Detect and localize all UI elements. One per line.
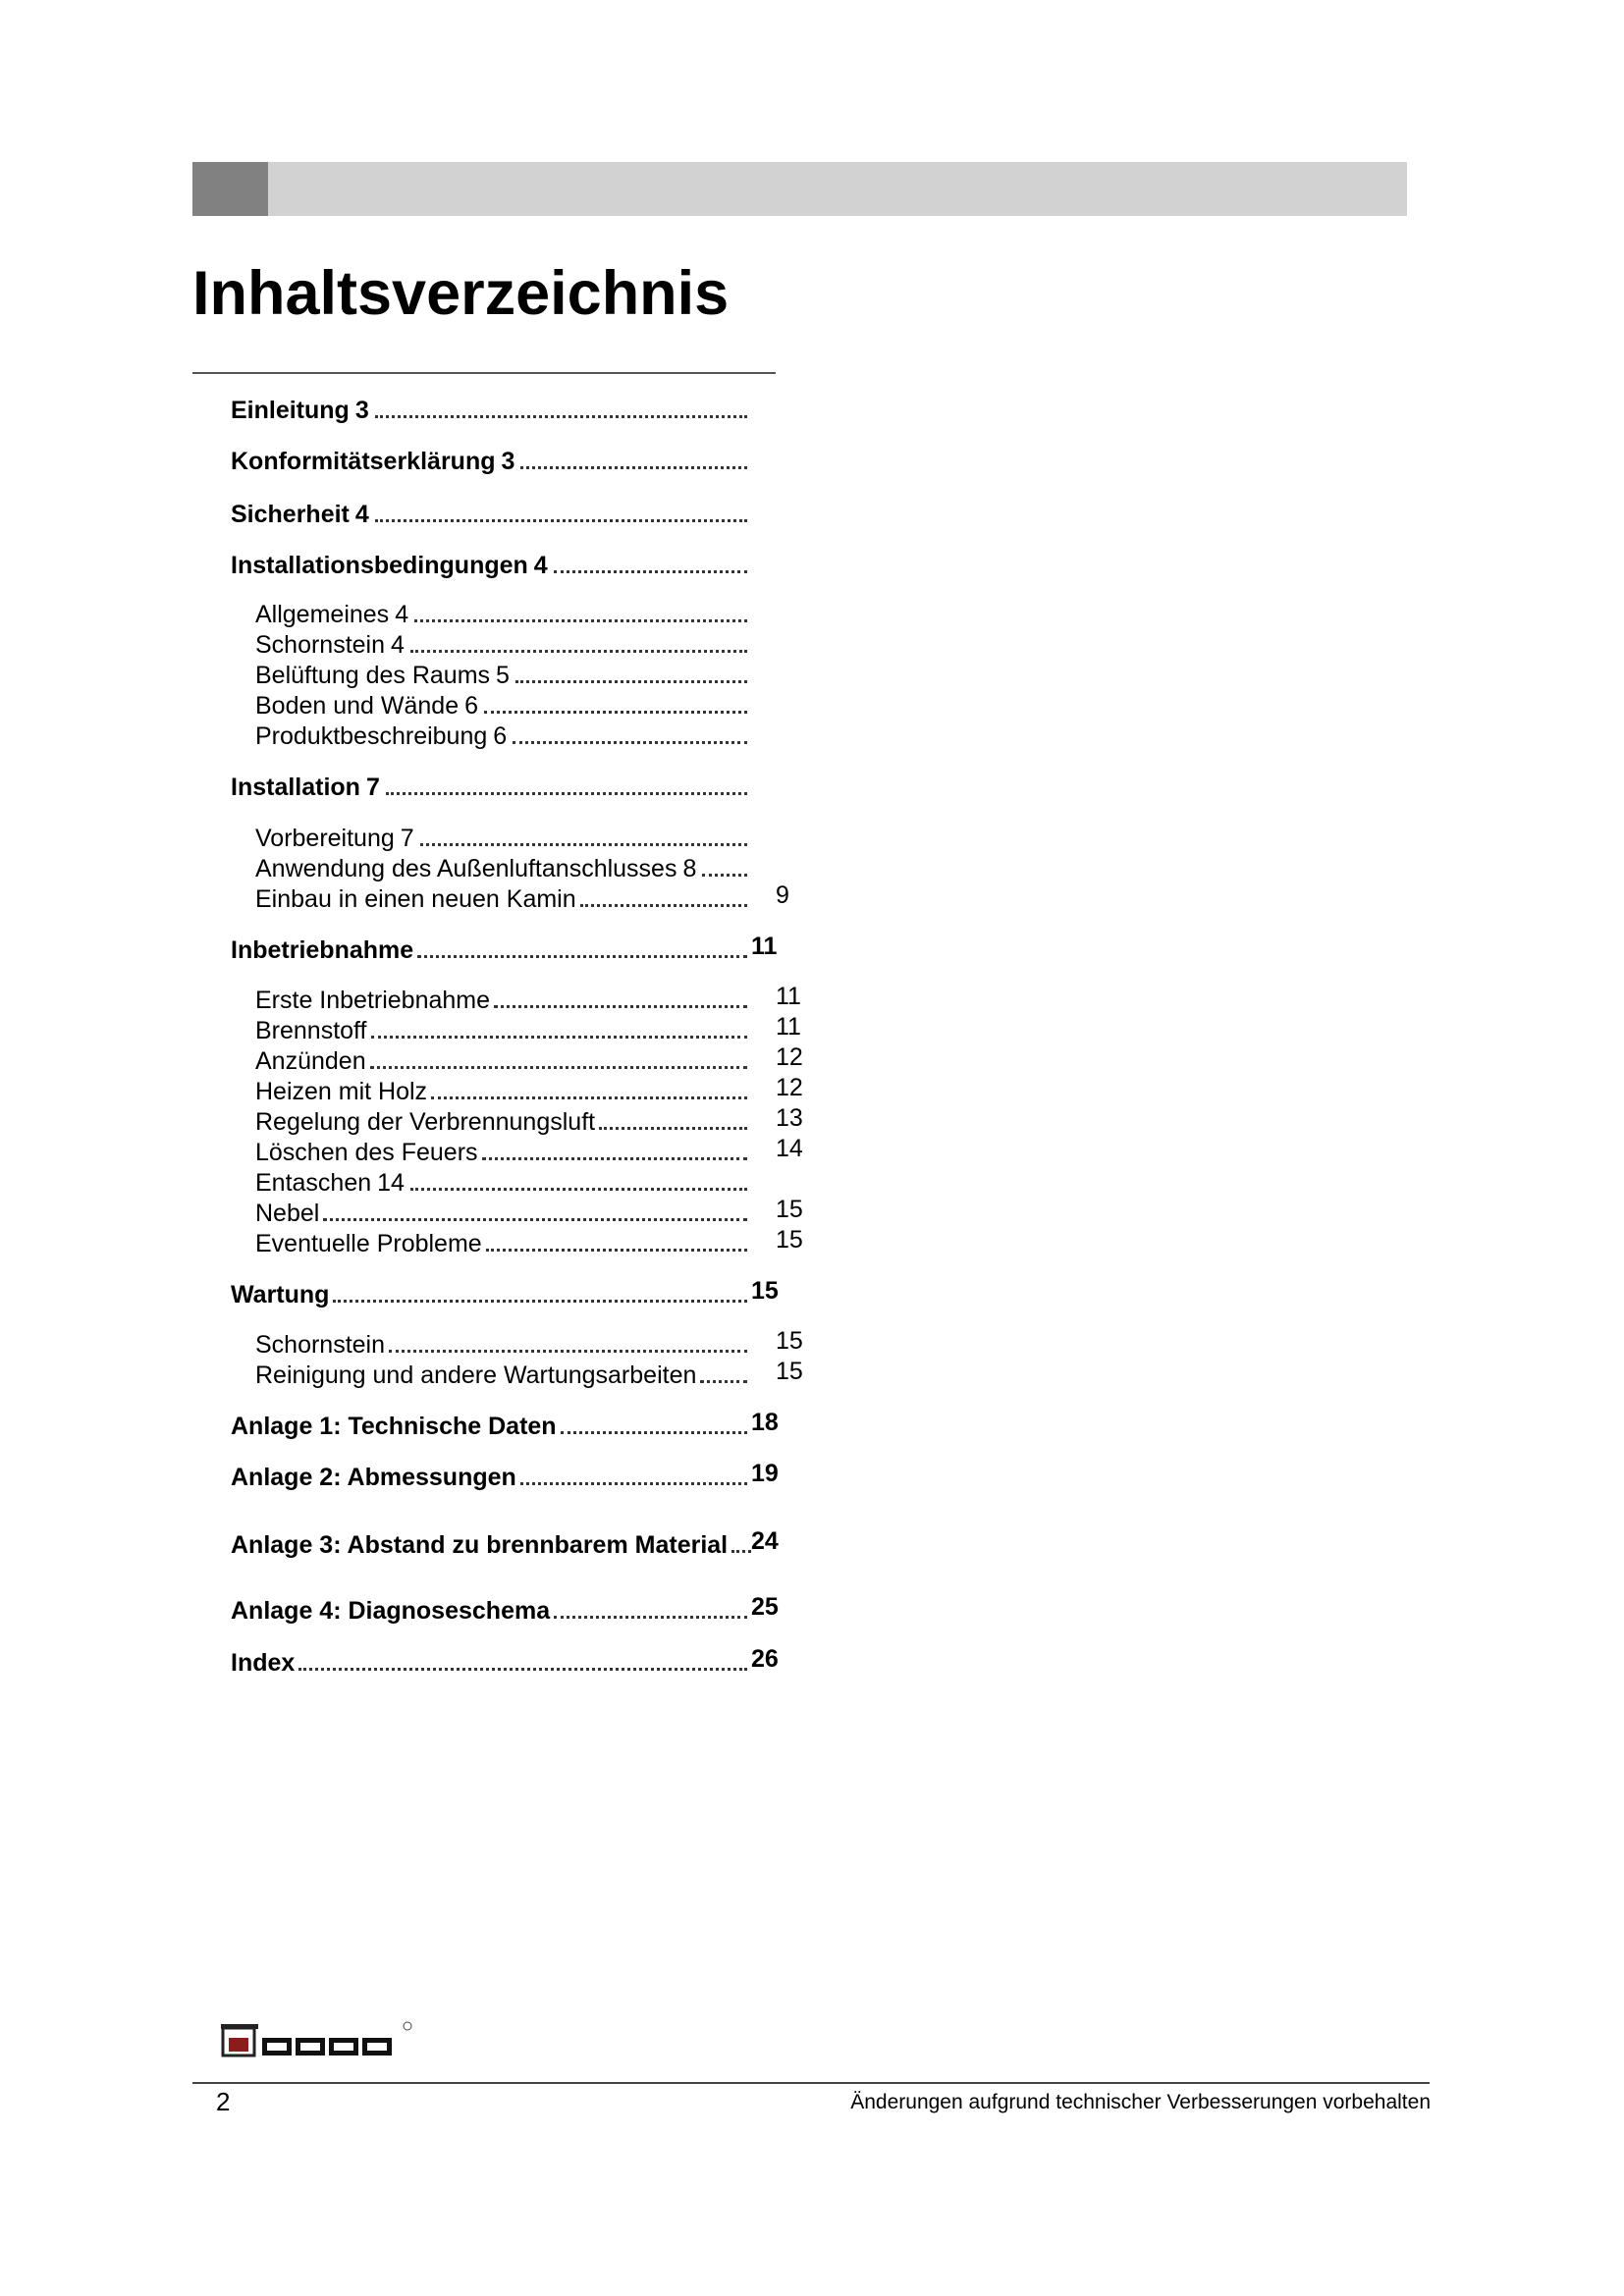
toc-dot-leader [375, 415, 747, 418]
toc-dot-leader [494, 1005, 747, 1008]
toc-dot-leader [580, 904, 747, 907]
toc-dot-leader [431, 1096, 747, 1099]
toc-entry-page: 14 [776, 1135, 803, 1162]
toc-subentry[interactable] [255, 878, 789, 913]
toc-entry-label: Index [231, 1648, 296, 1677]
toc-dot-leader [513, 741, 747, 744]
toc-entry-label: Anzünden [255, 1046, 366, 1075]
toc-dot-leader [389, 1350, 747, 1353]
toc-entry-label: Schornstein [255, 1330, 386, 1359]
toc-entry-page: 15 [776, 1358, 803, 1385]
toc-entry-page: 15 [776, 1196, 803, 1223]
toc-entry-page: 4 [395, 600, 409, 628]
toc-entry-label: Nebel [255, 1199, 320, 1227]
toc-entry-label: Installationsbedingungen [231, 551, 528, 579]
toc-entry-label: Inbetriebnahme [231, 935, 414, 964]
toc-dot-leader [298, 1668, 747, 1671]
toc-dot-leader [410, 1188, 747, 1191]
toc-dot-leader [702, 874, 747, 877]
toc-dot-leader [417, 955, 747, 958]
toc-dot-leader [515, 680, 747, 683]
toc-entry-page: 6 [464, 691, 479, 720]
toc-dot-leader [410, 650, 747, 653]
toc-entry-label: Allgemeines [255, 600, 390, 628]
toc-entry-page: 4 [354, 500, 369, 528]
toc-entry-label: Eventuelle Probleme [255, 1229, 482, 1257]
toc-entry-label: Anlage 3: Abstand zu brennbarem Material [231, 1530, 729, 1559]
toc-entry-page: 7 [400, 824, 414, 852]
toc-dot-leader [482, 1157, 747, 1160]
toc-entry-page: 25 [751, 1593, 779, 1621]
toc-entry-label: Produktbeschreibung [255, 721, 488, 750]
toc-entry-label: Löschen des Feuers [255, 1138, 478, 1166]
toc-entry-label: Installation [231, 773, 360, 801]
toc-entry-label: Anlage 2: Abmessungen [231, 1463, 516, 1491]
toc-dot-leader [554, 570, 747, 573]
toc-dot-leader [420, 843, 747, 846]
toc-entry-label: Sicherheit [231, 500, 350, 528]
toc-dot-leader [599, 1127, 747, 1130]
toc-entry-label: Brennstoff [255, 1016, 367, 1044]
toc-entry-label: Einleitung [231, 396, 350, 424]
toc-entry[interactable] [231, 1273, 779, 1308]
footer-note: Änderungen aufgrund technischer Verbesserungen vorbehalten [850, 2091, 1431, 2113]
toc-entry-page: 11 [776, 1013, 801, 1041]
toc-entry-label: Konformitätserklärung [231, 447, 496, 475]
toc-entry[interactable] [231, 1589, 779, 1625]
toc-entry-label: Wartung [231, 1280, 330, 1308]
footer-divider [192, 2082, 1430, 2084]
toc-entry[interactable] [231, 1456, 779, 1491]
toc-entry[interactable] [231, 929, 778, 964]
toc-entry-page: 15 [776, 1327, 803, 1355]
toc-dot-leader [414, 619, 747, 622]
toc-dot-leader [333, 1300, 747, 1303]
toc-dot-leader [484, 711, 747, 714]
toc-entry-page: 7 [365, 773, 380, 801]
toc-entry-label: Anlage 1: Technische Daten [231, 1412, 557, 1440]
toc-entry-page: 3 [354, 396, 369, 424]
toc-entry[interactable] [231, 493, 751, 528]
toc-dot-leader [375, 519, 747, 522]
toc-entry-page: 19 [751, 1460, 779, 1487]
toc-entry-page: 24 [751, 1527, 779, 1555]
toc-dot-leader [520, 1482, 747, 1485]
toc-entry-label: Schornstein [255, 630, 386, 659]
toc-entry-label: Belüftung des Raums [255, 661, 491, 689]
toc-entry[interactable] [231, 766, 751, 801]
toc-dot-leader [370, 1066, 747, 1069]
toc-subentry[interactable] [255, 1222, 803, 1257]
toc-dot-leader [554, 1616, 747, 1619]
toc-entry[interactable] [231, 1405, 779, 1440]
toc-entry-page: 12 [776, 1043, 803, 1071]
toc-entry-page: 15 [776, 1226, 803, 1254]
toc-entry-label: Vorbereitung [255, 824, 395, 852]
toc-dot-leader [386, 792, 747, 795]
toc-entry[interactable] [231, 389, 751, 424]
dovre-logo [221, 2020, 417, 2059]
toc-entry-label: Reinigung und andere Wartungsarbeiten [255, 1361, 697, 1389]
toc-entry-page: 4 [533, 551, 548, 579]
toc-entry-page: 13 [776, 1104, 803, 1132]
toc-entry-label: Erste Inbetriebnahme [255, 986, 491, 1014]
toc-entry-label: Anwendung des Außenluftanschlusses [255, 854, 677, 882]
toc-dot-leader [731, 1550, 751, 1553]
toc-entry-label: Einbau in einen neuen Kamin [255, 884, 576, 913]
toc-dot-leader [486, 1249, 747, 1252]
toc-subentry[interactable] [255, 715, 751, 750]
toc-dot-leader [371, 1036, 747, 1039]
toc-entry-page: 15 [751, 1277, 779, 1305]
toc-entry-page: 6 [493, 721, 508, 750]
toc-entry[interactable] [231, 544, 751, 579]
toc-entry-page: 5 [496, 661, 510, 689]
toc-dot-leader [323, 1218, 747, 1221]
toc-entry-page: 3 [501, 447, 515, 475]
toc-entry-page: 18 [751, 1409, 779, 1436]
toc-entry-page: 11 [751, 933, 778, 960]
toc-dot-leader [520, 466, 747, 469]
toc-entry-page: 9 [776, 881, 789, 909]
toc-dot-leader [700, 1380, 747, 1383]
toc-entry[interactable] [231, 1523, 779, 1559]
toc-dot-leader [561, 1431, 747, 1434]
toc-entry-page: 26 [751, 1645, 779, 1673]
toc-entry-page: 12 [776, 1074, 803, 1101]
toc-subentry[interactable] [255, 1354, 803, 1389]
dovre-logo-wordmark [262, 2038, 392, 2056]
toc-entry-page: 11 [776, 983, 801, 1010]
dovre-logo-mark [221, 2024, 258, 2056]
toc-entry[interactable] [231, 1641, 779, 1677]
toc-entry-page: 14 [377, 1168, 405, 1197]
toc-entry-label: Anlage 4: Diagnoseschema [231, 1596, 551, 1625]
toc-entry-page: 4 [391, 630, 405, 659]
toc-entry-label: Heizen mit Holz [255, 1077, 428, 1105]
toc-entry[interactable] [231, 440, 751, 475]
toc-entry-label: Boden und Wände [255, 691, 460, 720]
toc-entry-page: 8 [682, 854, 697, 882]
page-title: Inhaltsverzeichnis [192, 259, 730, 328]
toc-entry-label: Entaschen [255, 1168, 372, 1197]
page-number: 2 [216, 2087, 231, 2116]
toc-entry-label: Regelung der Verbrennungsluft [255, 1107, 596, 1136]
